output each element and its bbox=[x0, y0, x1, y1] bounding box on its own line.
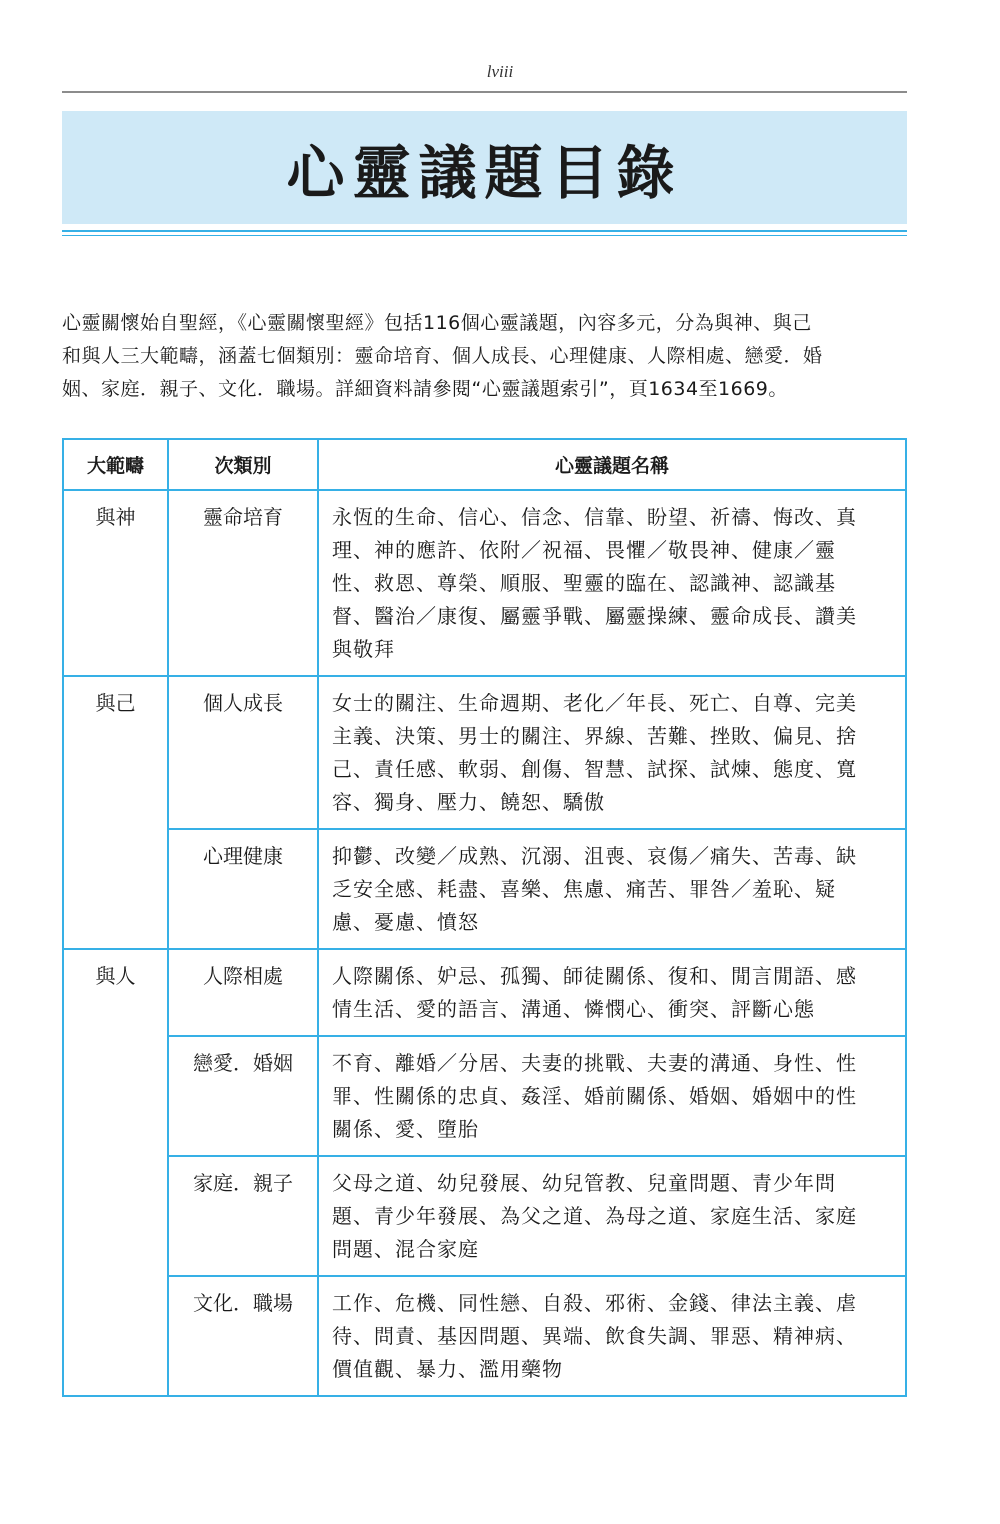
page-number: lviii bbox=[486, 62, 514, 81]
topics-cell bbox=[318, 1156, 906, 1276]
table-row bbox=[63, 676, 906, 829]
table-row bbox=[63, 949, 906, 1036]
topic-line: 題、青少年發展、為父之道、為母之道、家庭生活、家庭 bbox=[332, 1204, 857, 1228]
range-cell bbox=[63, 1036, 168, 1156]
title-underline-thin bbox=[62, 235, 907, 236]
topics-cell bbox=[318, 490, 906, 676]
range-cell: 與人 bbox=[63, 949, 168, 1036]
range-cell bbox=[63, 829, 168, 949]
table-row bbox=[63, 1036, 906, 1156]
top-rule bbox=[62, 91, 907, 93]
topic-line: 慮、憂慮、憤怒 bbox=[332, 910, 479, 934]
intro-line: 姻、家庭．親子、文化．職場。詳細資料請參閱“心靈議題索引”，頁1634至1669。 bbox=[62, 378, 788, 400]
category-cell: 人際相處 bbox=[168, 949, 318, 1036]
intro-line: 心靈關懷始自聖經，《心靈關懷聖經》包括116個心靈議題，內容多元，分為與神、與己 bbox=[62, 312, 812, 334]
category-cell: 家庭．親子 bbox=[168, 1156, 318, 1276]
table-row bbox=[63, 1276, 906, 1396]
header-category: 次類別 bbox=[168, 439, 318, 490]
title-underline bbox=[62, 230, 907, 232]
table-row bbox=[63, 829, 906, 949]
topic-line: 價值觀、暴力、濫用藥物 bbox=[332, 1357, 563, 1381]
topic-line: 抑鬱、改變／成熟、沉溺、沮喪、哀傷／痛失、苦毒、缺 bbox=[332, 844, 857, 868]
range-cell bbox=[63, 1276, 168, 1396]
page-title: 心靈議題目錄 bbox=[286, 138, 683, 207]
topics-table bbox=[62, 438, 907, 1397]
table-row bbox=[63, 490, 906, 676]
topic-line: 問題、混合家庭 bbox=[332, 1237, 479, 1261]
topic-line: 乏安全感、耗盡、喜樂、焦慮、痛苦、罪咎／羞恥、疑 bbox=[332, 877, 836, 901]
range-cell: 與己 bbox=[63, 676, 168, 829]
topic-line: 不育、離婚／分居、夫妻的挑戰、夫妻的溝通、身性、性 bbox=[332, 1051, 857, 1075]
topic-line: 己、責任感、軟弱、創傷、智慧、試探、試煉、態度、寬 bbox=[332, 757, 857, 781]
range-cell bbox=[63, 1156, 168, 1276]
intro-paragraph bbox=[62, 307, 907, 406]
header-range: 大範疇 bbox=[63, 439, 168, 490]
topic-line: 永恆的生命、信心、信念、信靠、盼望、祈禱、悔改、真 bbox=[332, 505, 857, 529]
topic-line: 主義、決策、男士的關注、界線、苦難、挫敗、偏見、捨 bbox=[332, 724, 857, 748]
table-row bbox=[63, 1156, 906, 1276]
topic-line: 女士的關注、生命週期、老化／年長、死亡、自尊、完美 bbox=[332, 691, 857, 715]
topic-line: 性、救恩、尊榮、順服、聖靈的臨在、認識神、認識基 bbox=[332, 571, 836, 595]
topics-cell bbox=[318, 676, 906, 829]
topic-line: 容、獨身、壓力、饒恕、驕傲 bbox=[332, 790, 605, 814]
topics-cell bbox=[318, 1036, 906, 1156]
topics-cell bbox=[318, 949, 906, 1036]
intro-line: 和與人三大範疇，涵蓋七個類別：靈命培育、個人成長、心理健康、人際相處、戀愛．婚 bbox=[62, 345, 823, 367]
topic-line: 待、問責、基因問題、異端、飲食失調、罪惡、精神病、 bbox=[332, 1324, 857, 1348]
topics-cell bbox=[318, 829, 906, 949]
category-cell: 戀愛．婚姻 bbox=[168, 1036, 318, 1156]
table-header-row bbox=[63, 439, 906, 490]
category-cell: 心理健康 bbox=[168, 829, 318, 949]
topic-line: 工作、危機、同性戀、自殺、邪術、金錢、律法主義、虐 bbox=[332, 1291, 857, 1315]
topic-line: 與敬拜 bbox=[332, 637, 395, 661]
category-cell: 個人成長 bbox=[168, 676, 318, 829]
topic-line: 情生活、愛的語言、溝通、憐憫心、衝突、評斷心態 bbox=[332, 997, 815, 1021]
topic-line: 父母之道、幼兒發展、幼兒管教、兒童問題、青少年問 bbox=[332, 1171, 836, 1195]
topic-line: 人際關係、妒忌、孤獨、師徒關係、復和、閒言閒語、感 bbox=[332, 964, 857, 988]
topic-line: 罪、性關係的忠貞、姦淫、婚前關係、婚姻、婚姻中的性 bbox=[332, 1084, 857, 1108]
topic-line: 理、神的應許、依附／祝福、畏懼／敬畏神、健康／靈 bbox=[332, 538, 836, 562]
topics-cell bbox=[318, 1276, 906, 1396]
topic-line: 督、醫治／康復、屬靈爭戰、屬靈操練、靈命成長、讚美 bbox=[332, 604, 857, 628]
category-cell: 文化．職場 bbox=[168, 1276, 318, 1396]
category-cell: 靈命培育 bbox=[168, 490, 318, 676]
title-banner bbox=[62, 111, 907, 224]
header-topics: 心靈議題名稱 bbox=[318, 439, 906, 490]
range-cell: 與神 bbox=[63, 490, 168, 676]
table-body bbox=[63, 490, 906, 1396]
topic-line: 關係、愛、墮胎 bbox=[332, 1117, 479, 1141]
